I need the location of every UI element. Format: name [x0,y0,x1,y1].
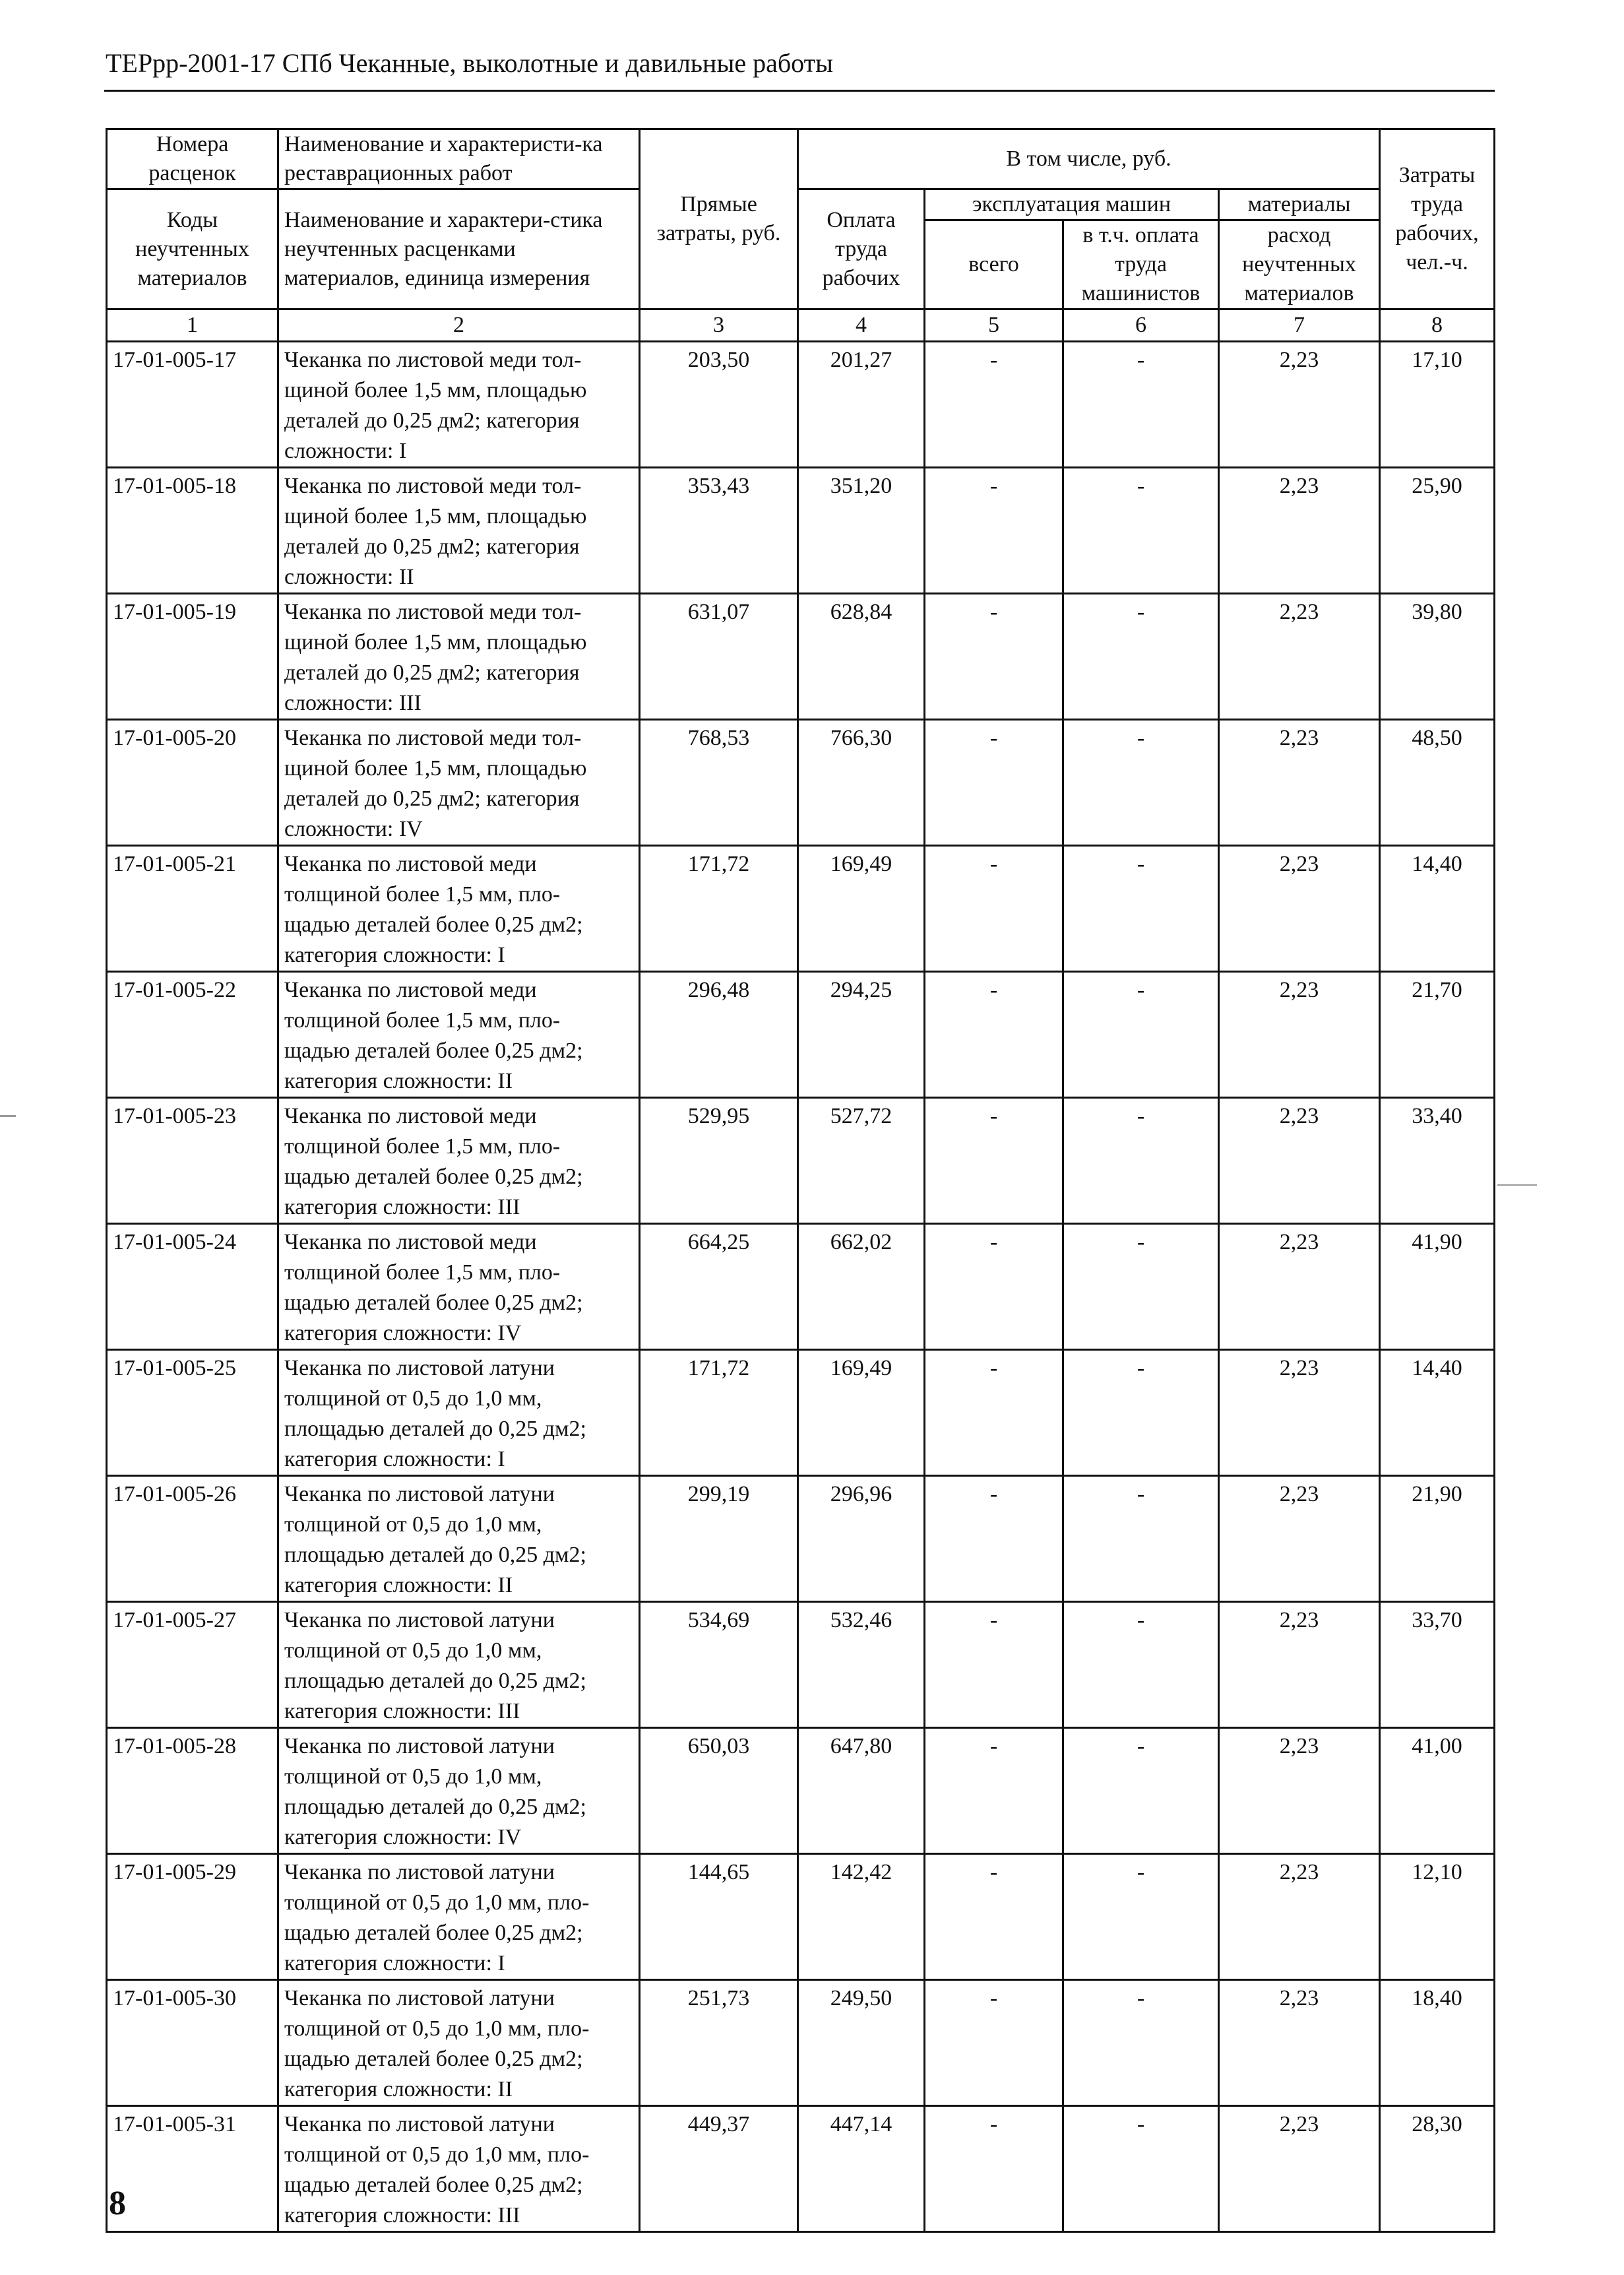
work-name-text: Чеканка по листовой латуни толщиной от 0,5 до 1,0 мм, площадью деталей до 0,25 дм2; категория сложности: III [284,1608,587,1723]
table-row [107,1476,1495,1602]
work-name-text: Чеканка по листовой меди тол- щиной более 1,5 мм, площадью деталей до 0,25 дм2; категория сложности: IV [284,726,587,841]
materials-cell: 2,23 [1219,594,1380,720]
labor-cell: 33,40 [1380,1098,1495,1224]
labor-cell: 12,10 [1380,1854,1495,1980]
table-row [107,972,1495,1098]
machines-total-cell: - [925,846,1063,972]
labor-cell: 48,50 [1380,720,1495,846]
wages-cell: 532,46 [798,1602,925,1728]
column-number: 7 [1219,309,1380,342]
rate-code-cell: 17-01-005-17 [107,342,278,468]
table-row [107,1602,1495,1728]
column-number: 8 [1380,309,1495,342]
header-materials-consumption: расход неучтенных материалов [1219,220,1380,309]
column-numbers-row [107,309,1495,342]
table-row [107,720,1495,846]
work-name-cell [278,2106,640,2232]
materials-cell: 2,23 [1219,1350,1380,1476]
rate-code-cell: 17-01-005-25 [107,1350,278,1476]
machines-total-cell: - [925,594,1063,720]
work-name-text: Чеканка по листовой латуни толщиной от 0,5 до 1,0 мм, пло- щадью деталей более 0,25 дм2; категория сложности: I [284,1860,590,1975]
materials-cell: 2,23 [1219,1224,1380,1350]
table-row [107,1854,1495,1980]
work-name-cell [278,594,640,720]
labor-cell: 17,10 [1380,342,1495,468]
scan-edge-mark [1497,1184,1537,1186]
labor-cell: 28,30 [1380,2106,1495,2232]
work-name-text: Чеканка по листовой меди толщиной более 1,5 мм, пло- щадью деталей более 0,25 дм2; категория сложности: II [284,978,583,1093]
wages-cell: 201,27 [798,342,925,468]
work-name-cell [278,342,640,468]
wages-cell: 647,80 [798,1728,925,1854]
work-name-cell [278,720,640,846]
wages-cell: 249,50 [798,1980,925,2106]
work-name-text: Чеканка по листовой меди тол- щиной более 1,5 мм, площадью деталей до 0,25 дм2; категория сложности: III [284,600,587,715]
direct-costs-cell: 529,95 [640,1098,798,1224]
rate-code-cell: 17-01-005-20 [107,720,278,846]
direct-costs-cell: 650,03 [640,1728,798,1854]
materials-cell: 2,23 [1219,468,1380,594]
header-rule [104,90,1495,92]
labor-cell: 33,70 [1380,1602,1495,1728]
machinist-wages-cell: - [1063,1854,1219,1980]
work-name-cell [278,1854,640,1980]
labor-cell: 41,90 [1380,1224,1495,1350]
work-name-cell [278,1350,640,1476]
work-name-cell [278,1980,640,2106]
materials-cell: 2,23 [1219,1602,1380,1728]
materials-cell: 2,23 [1219,1098,1380,1224]
header-material-name: Наименование и характери-стика неучтенных расценками материалов, единица измерения [278,189,640,309]
machines-total-cell: - [925,342,1063,468]
wages-cell: 628,84 [798,594,925,720]
work-name-text: Чеканка по листовой меди толщиной более 1,5 мм, пло- щадью деталей более 0,25 дм2; категория сложности: I [284,852,583,967]
machines-total-cell: - [925,972,1063,1098]
work-name-cell [278,1728,640,1854]
machinist-wages-cell: - [1063,846,1219,972]
machines-total-cell: - [925,1854,1063,1980]
work-name-text: Чеканка по листовой меди толщиной более 1,5 мм, пло- щадью деталей более 0,25 дм2; категория сложности: III [284,1104,583,1219]
rate-code-cell: 17-01-005-30 [107,1980,278,2106]
work-name-cell [278,1602,640,1728]
header-direct-costs: Прямые затраты, руб. [640,129,798,309]
rates-table [106,128,1495,2233]
header-work-name: Наименование и характеристи-ка реставрационных работ [278,129,640,189]
page-number: 8 [109,2185,126,2222]
table-body [107,342,1495,2232]
materials-cell: 2,23 [1219,1980,1380,2106]
work-name-cell [278,1476,640,1602]
header-machinist-wages: в т.ч. оплата труда машинистов [1063,220,1219,309]
machinist-wages-cell: - [1063,342,1219,468]
machines-total-cell: - [925,1224,1063,1350]
work-name-cell [278,1098,640,1224]
table-row [107,594,1495,720]
rate-code-cell: 17-01-005-29 [107,1854,278,1980]
table-row [107,1224,1495,1350]
machinist-wages-cell: - [1063,1350,1219,1476]
work-name-text: Чеканка по листовой меди тол- щиной более 1,5 мм, площадью деталей до 0,25 дм2; категория сложности: II [284,474,587,589]
page-header-title: ТЕРрр-2001-17 СПб Чеканные, выколотные и давильные работы [106,48,834,78]
work-name-cell [278,468,640,594]
table-row [107,1350,1495,1476]
scan-edge-mark [0,1115,16,1117]
header-rate-number: Номера расценок [107,129,278,189]
direct-costs-cell: 449,37 [640,2106,798,2232]
machines-total-cell: - [925,1602,1063,1728]
column-number: 6 [1063,309,1219,342]
direct-costs-cell: 631,07 [640,594,798,720]
work-name-cell [278,972,640,1098]
direct-costs-cell: 768,53 [640,720,798,846]
machinist-wages-cell: - [1063,468,1219,594]
direct-costs-cell: 251,73 [640,1980,798,2106]
work-name-text: Чеканка по листовой меди тол- щиной более 1,5 мм, площадью деталей до 0,25 дм2; категория сложности: I [284,348,587,463]
machines-total-cell: - [925,1980,1063,2106]
table-row [107,468,1495,594]
machinist-wages-cell: - [1063,1098,1219,1224]
machinist-wages-cell: - [1063,1602,1219,1728]
rate-code-cell: 17-01-005-24 [107,1224,278,1350]
materials-cell: 2,23 [1219,1476,1380,1602]
direct-costs-cell: 144,65 [640,1854,798,1980]
machines-total-cell: - [925,1098,1063,1224]
wages-cell: 142,42 [798,1854,925,1980]
materials-cell: 2,23 [1219,720,1380,846]
table-row [107,846,1495,972]
materials-cell: 2,23 [1219,2106,1380,2232]
header-materials: материалы [1219,189,1380,220]
header-machines: эксплуатация машин [925,189,1219,220]
work-name-cell [278,846,640,972]
machines-total-cell: - [925,1476,1063,1602]
wages-cell: 294,25 [798,972,925,1098]
machines-total-cell: - [925,1350,1063,1476]
header-labor-costs: Затраты труда рабочих, чел.-ч. [1380,129,1495,309]
direct-costs-cell: 203,50 [640,342,798,468]
column-number: 4 [798,309,925,342]
rate-code-cell: 17-01-005-23 [107,1098,278,1224]
wages-cell: 662,02 [798,1224,925,1350]
work-name-cell [278,1224,640,1350]
rate-code-cell: 17-01-005-27 [107,1602,278,1728]
wages-cell: 447,14 [798,2106,925,2232]
rate-code-cell: 17-01-005-19 [107,594,278,720]
work-name-text: Чеканка по листовой латуни толщиной от 0,5 до 1,0 мм, пло- щадью деталей более 0,25 дм2; категория сложности: III [284,2112,590,2227]
direct-costs-cell: 299,19 [640,1476,798,1602]
wages-cell: 351,20 [798,468,925,594]
direct-costs-cell: 353,43 [640,468,798,594]
header-wages: Оплата труда рабочих [798,189,925,309]
labor-cell: 21,90 [1380,1476,1495,1602]
table-row [107,2106,1495,2232]
rate-code-cell: 17-01-005-22 [107,972,278,1098]
machines-total-cell: - [925,1728,1063,1854]
materials-cell: 2,23 [1219,1854,1380,1980]
machinist-wages-cell: - [1063,1728,1219,1854]
work-name-text: Чеканка по листовой латуни толщиной от 0,5 до 1,0 мм, площадью деталей до 0,25 дм2; категория сложности: II [284,1482,587,1597]
labor-cell: 14,40 [1380,1350,1495,1476]
work-name-text: Чеканка по листовой меди толщиной более 1,5 мм, пло- щадью деталей более 0,25 дм2; категория сложности: IV [284,1230,583,1345]
header-material-codes: Коды неучтенных материалов [107,189,278,309]
labor-cell: 41,00 [1380,1728,1495,1854]
machines-total-cell: - [925,468,1063,594]
direct-costs-cell: 171,72 [640,1350,798,1476]
rate-code-cell: 17-01-005-21 [107,846,278,972]
machinist-wages-cell: - [1063,1980,1219,2106]
rate-code-cell: 17-01-005-28 [107,1728,278,1854]
table-row [107,1728,1495,1854]
labor-cell: 18,40 [1380,1980,1495,2106]
work-name-text: Чеканка по листовой латуни толщиной от 0,5 до 1,0 мм, пло- щадью деталей более 0,25 дм2; категория сложности: II [284,1986,590,2101]
materials-cell: 2,23 [1219,972,1380,1098]
table-header [107,129,1495,342]
work-name-text: Чеканка по листовой латуни толщиной от 0,5 до 1,0 мм, площадью деталей до 0,25 дм2; категория сложности: I [284,1356,587,1471]
header-machines-total: всего [925,220,1063,309]
header-including: В том числе, руб. [798,129,1380,189]
column-number: 1 [107,309,278,342]
machinist-wages-cell: - [1063,720,1219,846]
rate-code-cell: 17-01-005-26 [107,1476,278,1602]
column-number: 5 [925,309,1063,342]
rate-code-cell: 17-01-005-18 [107,468,278,594]
labor-cell: 21,70 [1380,972,1495,1098]
wages-cell: 296,96 [798,1476,925,1602]
column-number: 2 [278,309,640,342]
machinist-wages-cell: - [1063,594,1219,720]
direct-costs-cell: 534,69 [640,1602,798,1728]
column-number: 3 [640,309,798,342]
machines-total-cell: - [925,720,1063,846]
machinist-wages-cell: - [1063,1476,1219,1602]
machinist-wages-cell: - [1063,2106,1219,2232]
table-row [107,1098,1495,1224]
machines-total-cell: - [925,2106,1063,2232]
table-row [107,1980,1495,2106]
materials-cell: 2,23 [1219,342,1380,468]
wages-cell: 169,49 [798,846,925,972]
direct-costs-cell: 171,72 [640,846,798,972]
labor-cell: 25,90 [1380,468,1495,594]
wages-cell: 169,49 [798,1350,925,1476]
machinist-wages-cell: - [1063,972,1219,1098]
wages-cell: 766,30 [798,720,925,846]
wages-cell: 527,72 [798,1098,925,1224]
work-name-text: Чеканка по листовой латуни толщиной от 0,5 до 1,0 мм, площадью деталей до 0,25 дм2; категория сложности: IV [284,1734,587,1849]
materials-cell: 2,23 [1219,846,1380,972]
machinist-wages-cell: - [1063,1224,1219,1350]
direct-costs-cell: 296,48 [640,972,798,1098]
materials-cell: 2,23 [1219,1728,1380,1854]
direct-costs-cell: 664,25 [640,1224,798,1350]
labor-cell: 39,80 [1380,594,1495,720]
rate-code-cell: 17-01-005-31 [107,2106,278,2232]
table-row [107,342,1495,468]
labor-cell: 14,40 [1380,846,1495,972]
